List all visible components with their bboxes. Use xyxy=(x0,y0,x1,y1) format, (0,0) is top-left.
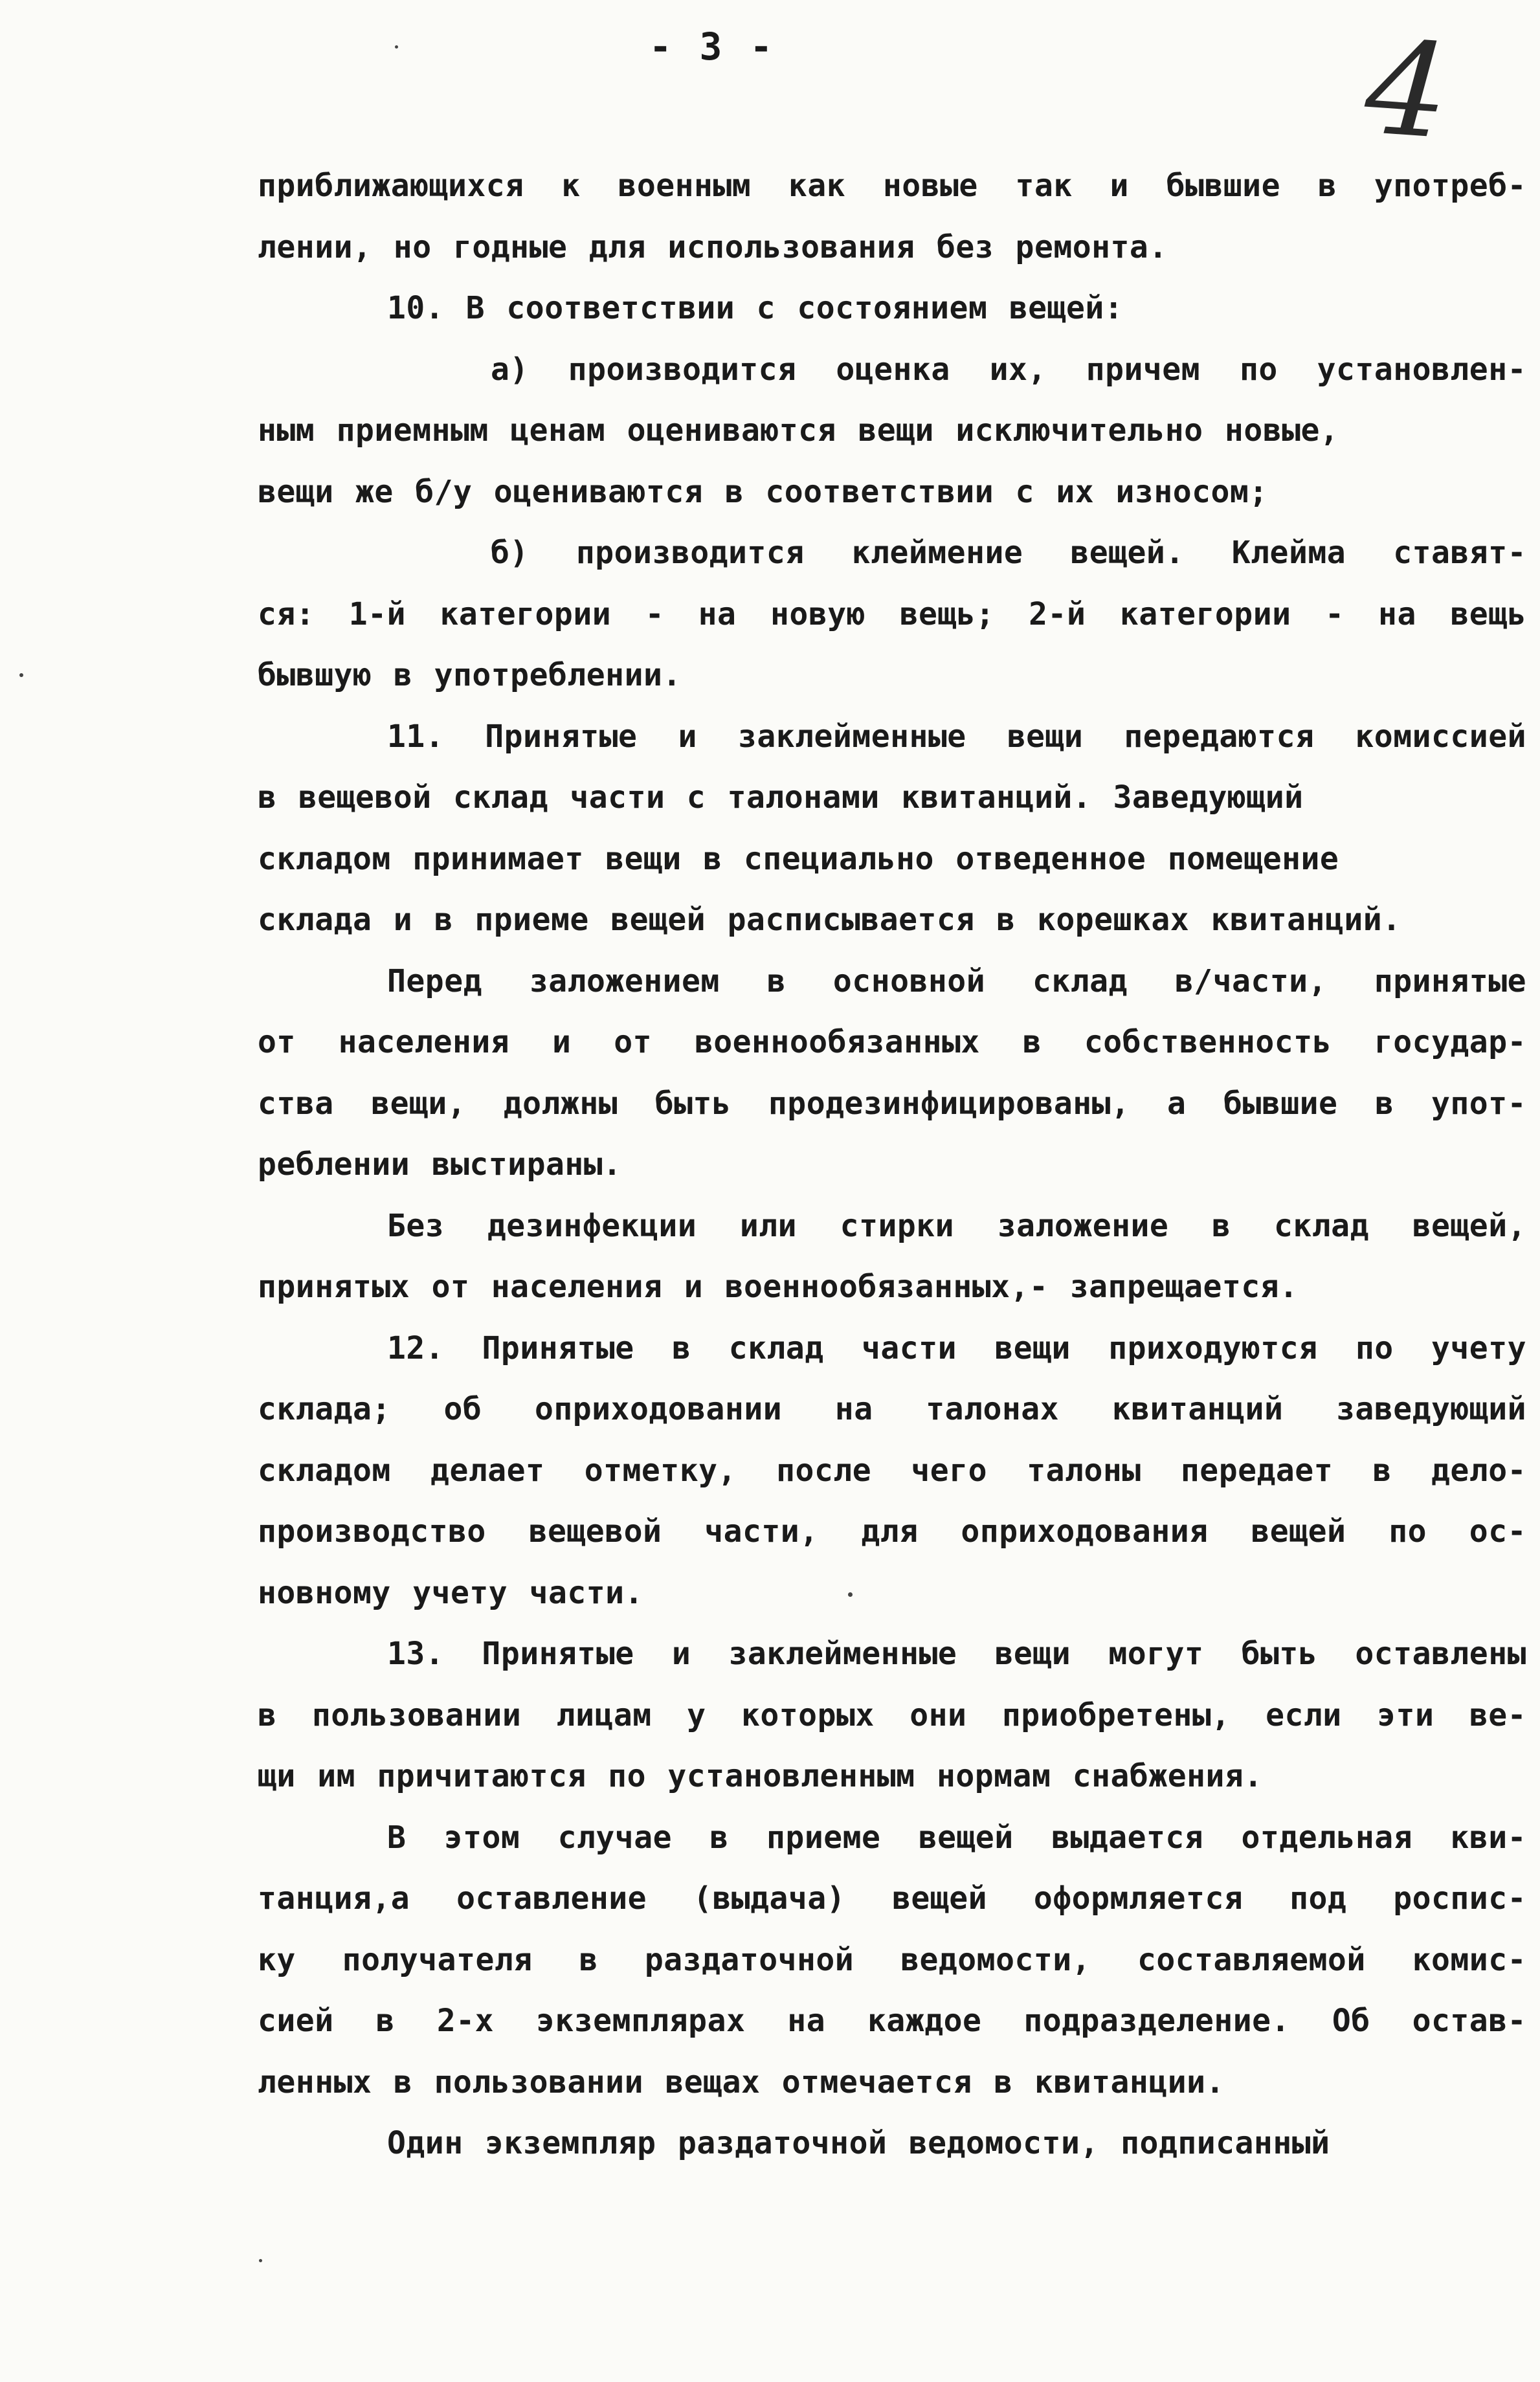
text-line: склада; об оприходовании на талонах квитанций заведующий xyxy=(258,1391,1526,1427)
text-line: ку получателя в раздаточной ведомости, составляемой комис- xyxy=(258,1941,1526,1978)
text-line: в пользовании лицам у которых они приобретены, если эти ве- xyxy=(258,1697,1526,1733)
text-line: в вещевой склад части с талонами квитанций. Заведующий xyxy=(258,779,1304,816)
scan-speck xyxy=(19,673,23,677)
text-line: В этом случае в приеме вещей выдается отдельная кви- xyxy=(387,1819,1526,1856)
scan-speck xyxy=(259,2259,262,2262)
text-line: бывшую в употреблении. xyxy=(258,657,682,693)
text-line: производство вещевой части, для оприходования вещей по ос- xyxy=(258,1513,1526,1550)
text-line: 10. В соответствии с состоянием вещей: xyxy=(387,290,1124,326)
text-line: складом принимает вещи в специально отведенное помещение xyxy=(258,840,1339,877)
body-text xyxy=(258,155,1526,2174)
text-line: принятых от населения и военнообязанных,- запрещается. xyxy=(258,1269,1299,1305)
page-number: - 3 - xyxy=(649,25,776,69)
text-line: ленных в пользовании вещах отмечается в квитанции. xyxy=(258,2064,1225,2100)
text-line: склада и в приеме вещей расписывается в корешках квитанций. xyxy=(258,902,1401,938)
text-line: Перед заложением в основной склад в/части, принятые xyxy=(387,963,1526,999)
handwritten-sheet-number xyxy=(1361,12,1476,175)
text-line: ся: 1-й категории - на новую вещь; 2-й категории - на вещь xyxy=(258,596,1526,632)
text-line: щи им причитаются по установленным нормам снабжения. xyxy=(258,1758,1263,1794)
text-line: танция,а оставление (выдача) вещей оформляется под роспис- xyxy=(258,1880,1526,1917)
text-line: 11. Принятые и заклейменные вещи передаются комиссией xyxy=(387,718,1526,755)
text-line: 12. Принятые в склад части вещи приходуются по учету xyxy=(387,1330,1526,1366)
scan-speck xyxy=(395,45,398,49)
text-line: Один экземпляр раздаточной ведомости, подписанный xyxy=(387,2125,1330,2161)
text-line: Без дезинфекции или стирки заложение в склад вещей, xyxy=(387,1207,1526,1244)
text-line: приближающихся к военным как новые так и бывшие в употреб- xyxy=(258,168,1526,204)
text-line: а) производится оценка их, причем по установлен- xyxy=(491,351,1526,388)
text-line: ным приемным ценам оцениваются вещи исключительно новые, xyxy=(258,412,1339,449)
text-line: ства вещи, должны быть продезинфицированы, а бывшие в упот- xyxy=(258,1085,1526,1122)
text-line: складом делает отметку, после чего талоны передает в дело- xyxy=(258,1452,1526,1489)
text-line: лении, но годные для использования без ремонта. xyxy=(258,228,1168,265)
text-line: реблении выстираны. xyxy=(258,1146,622,1183)
text-line: от населения и от военнообязанных в собственность государ- xyxy=(258,1024,1526,1060)
text-line: новному учету части. xyxy=(258,1574,643,1611)
sheet-number-text: 4 xyxy=(1361,12,1454,169)
text-line: сией в 2-х экземплярах на каждое подразделение. Об остав- xyxy=(258,2003,1526,2039)
text-line: б) производится клеймение вещей. Клейма ставят- xyxy=(491,535,1526,571)
scan-speck xyxy=(848,1592,853,1597)
text-line: вещи же б/у оцениваются в соответствии с их износом; xyxy=(258,473,1268,510)
text-line: 13. Принятые и заклейменные вещи могут быть оставлены xyxy=(387,1636,1526,1672)
